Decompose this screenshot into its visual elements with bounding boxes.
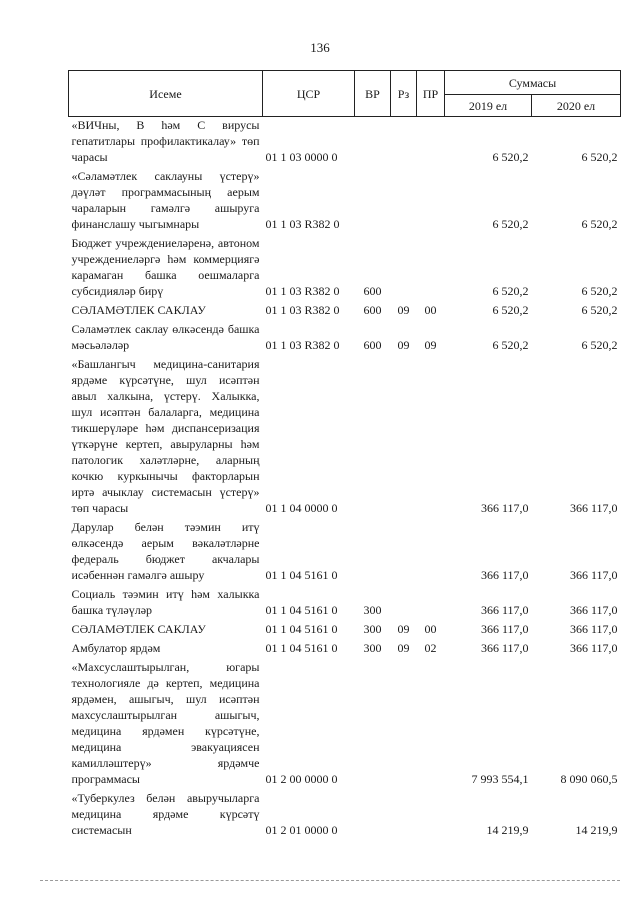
row-vr: 600 <box>363 284 382 298</box>
table-row <box>69 640 621 659</box>
row-amount-2019: 7 993 554,1 <box>471 772 529 786</box>
row-amount-2019: 14 219,9 <box>486 823 529 837</box>
row-csr: 01 2 00 0000 0 <box>265 772 338 786</box>
row-amount-2020: 6 520,2 <box>581 217 618 231</box>
row-pr <box>417 168 445 235</box>
row-amount-2019: 366 117,0 <box>480 501 529 515</box>
row-pr: 00 <box>424 622 437 636</box>
row-csr: 01 1 04 5161 0 <box>265 622 338 636</box>
table-row <box>69 621 621 640</box>
row-rz <box>391 356 417 519</box>
table-row <box>69 321 621 356</box>
row-amount-2020: 366 117,0 <box>569 501 618 515</box>
budget-table <box>68 70 621 841</box>
row-pr <box>417 790 445 841</box>
page-bottom-rule <box>40 880 620 881</box>
header-pr: ПР <box>417 71 445 117</box>
row-amount-2019: 366 117,0 <box>480 641 529 655</box>
row-name: «Туберкулез белән авыручыларга медицина ярдәме күрсәтү системасын <box>71 791 260 837</box>
row-amount-2020: 366 117,0 <box>569 568 618 582</box>
header-vr: ВР <box>355 71 391 117</box>
row-vr <box>355 117 391 169</box>
row-csr: 01 1 03 R382 0 <box>265 284 340 298</box>
row-pr <box>417 659 445 790</box>
row-csr: 01 1 04 5161 0 <box>265 568 338 582</box>
row-csr: 01 1 03 0000 0 <box>265 150 338 164</box>
row-rz <box>391 117 417 169</box>
row-amount-2019: 6 520,2 <box>492 303 529 317</box>
row-vr <box>355 659 391 790</box>
table-body <box>69 117 621 842</box>
table-row <box>69 168 621 235</box>
row-amount-2020: 6 520,2 <box>581 150 618 164</box>
row-vr: 300 <box>363 603 382 617</box>
row-amount-2019: 6 520,2 <box>492 338 529 352</box>
table-row <box>69 519 621 586</box>
row-rz <box>391 235 417 302</box>
row-amount-2020: 14 219,9 <box>575 823 618 837</box>
row-csr: 01 1 03 R382 0 <box>265 338 340 352</box>
row-pr <box>417 117 445 169</box>
row-amount-2020: 366 117,0 <box>569 603 618 617</box>
row-vr <box>355 168 391 235</box>
row-name: СӘЛАМӘТЛЕК САКЛАУ <box>71 622 206 636</box>
row-csr: 01 1 03 R382 0 <box>265 303 340 317</box>
row-rz <box>391 790 417 841</box>
row-name: Дарулар белән тәэмин итү өлкәсендә аерым вәкаләтләрне федераль бюджет акчалары исәбеннән гамәлгә ашыру <box>71 520 260 582</box>
header-name: Исеме <box>69 71 263 117</box>
row-csr: 01 1 03 R382 0 <box>265 217 340 231</box>
row-vr <box>355 356 391 519</box>
row-rz: 09 <box>397 622 410 636</box>
header-csr: ЦСР <box>263 71 355 117</box>
row-pr: 02 <box>424 641 437 655</box>
row-amount-2019: 366 117,0 <box>480 568 529 582</box>
row-amount-2020: 366 117,0 <box>569 641 618 655</box>
row-amount-2020: 6 520,2 <box>581 284 618 298</box>
row-name: «Башлангыч медицина-санитария ярдәме күрсәтүне, шул исәптән авыл халкына, үстерү. Халыкка, шул исәптән балаларга, медицина тикшерүләре һәм диспансеризация үткәрүне кертеп, авыруларны һәм патологик халәтләрне, аларның кочкю куркынычы факторларын иртә ачыклау системасын үстерү» төп чарасы <box>71 357 260 515</box>
row-vr <box>355 519 391 586</box>
row-name: «Махсуслаштырылган, югары технологияле дә кертеп, медицина ярдәмен, ашыгыч, шул исәптән махсуслаштырылган ашыгыч, медицина ярдәмен күрсәтүне, медицина эвакуациясен камилләштерү» ярдәмче программасы <box>71 660 260 786</box>
row-vr: 600 <box>363 303 382 317</box>
row-name: «Сәламәтлек саклауны үстерү» дәүләт программасының аерым чараларын гамәлгә ашыруга финанслашу чыгымнары <box>71 169 260 231</box>
row-pr <box>417 235 445 302</box>
table-row <box>69 356 621 519</box>
row-rz <box>391 659 417 790</box>
row-amount-2019: 366 117,0 <box>480 622 529 636</box>
row-pr <box>417 519 445 586</box>
table-row <box>69 235 621 302</box>
row-pr: 00 <box>424 303 437 317</box>
row-amount-2020: 366 117,0 <box>569 622 618 636</box>
row-amount-2020: 6 520,2 <box>581 303 618 317</box>
row-rz: 09 <box>397 338 410 352</box>
row-name: Бюджет учреждениеләренә, автоном учреждениеләргә һәм коммерциягә карамаган башка оешмаларга субсидияләр бирү <box>71 236 260 298</box>
table-row <box>69 117 621 169</box>
row-rz: 09 <box>397 641 410 655</box>
row-name: Амбулатор ярдәм <box>71 641 161 655</box>
row-name: Сәламәтлек саклау өлкәсендә башка мәсьәләләр <box>71 322 260 352</box>
row-name: «ВИЧны, В һәм С вирусы гепатитлары профилактикалау» төп чарасы <box>71 118 260 164</box>
row-vr <box>355 790 391 841</box>
row-rz: 09 <box>397 303 410 317</box>
row-name: Социаль тәэмин итү һәм халыкка башка түләүләр <box>71 587 260 617</box>
table-row <box>69 659 621 790</box>
header-rz: Рз <box>391 71 417 117</box>
row-pr <box>417 356 445 519</box>
row-rz <box>391 168 417 235</box>
row-vr: 300 <box>363 641 382 655</box>
table-row <box>69 790 621 841</box>
row-amount-2019: 6 520,2 <box>492 217 529 231</box>
table-row <box>69 302 621 321</box>
row-csr: 01 1 04 5161 0 <box>265 603 338 617</box>
row-csr: 01 2 01 0000 0 <box>265 823 338 837</box>
row-name: СӘЛАМӘТЛЕК САКЛАУ <box>71 303 206 317</box>
row-csr: 01 1 04 5161 0 <box>265 641 338 655</box>
page-number: 136 <box>310 40 330 55</box>
row-csr: 01 1 04 0000 0 <box>265 501 338 515</box>
header-year-2019: 2019 ел <box>445 95 532 117</box>
row-amount-2019: 366 117,0 <box>480 603 529 617</box>
row-rz <box>391 519 417 586</box>
row-pr <box>417 586 445 621</box>
row-amount-2020: 6 520,2 <box>581 338 618 352</box>
row-pr: 09 <box>424 338 437 352</box>
header-sums: Суммасы <box>445 71 621 95</box>
row-vr: 300 <box>363 622 382 636</box>
row-amount-2019: 6 520,2 <box>492 284 529 298</box>
row-amount-2019: 6 520,2 <box>492 150 529 164</box>
row-amount-2020: 8 090 060,5 <box>560 772 618 786</box>
row-rz <box>391 586 417 621</box>
row-vr: 600 <box>363 338 382 352</box>
header-year-2020: 2020 ел <box>532 95 621 117</box>
table-row <box>69 586 621 621</box>
